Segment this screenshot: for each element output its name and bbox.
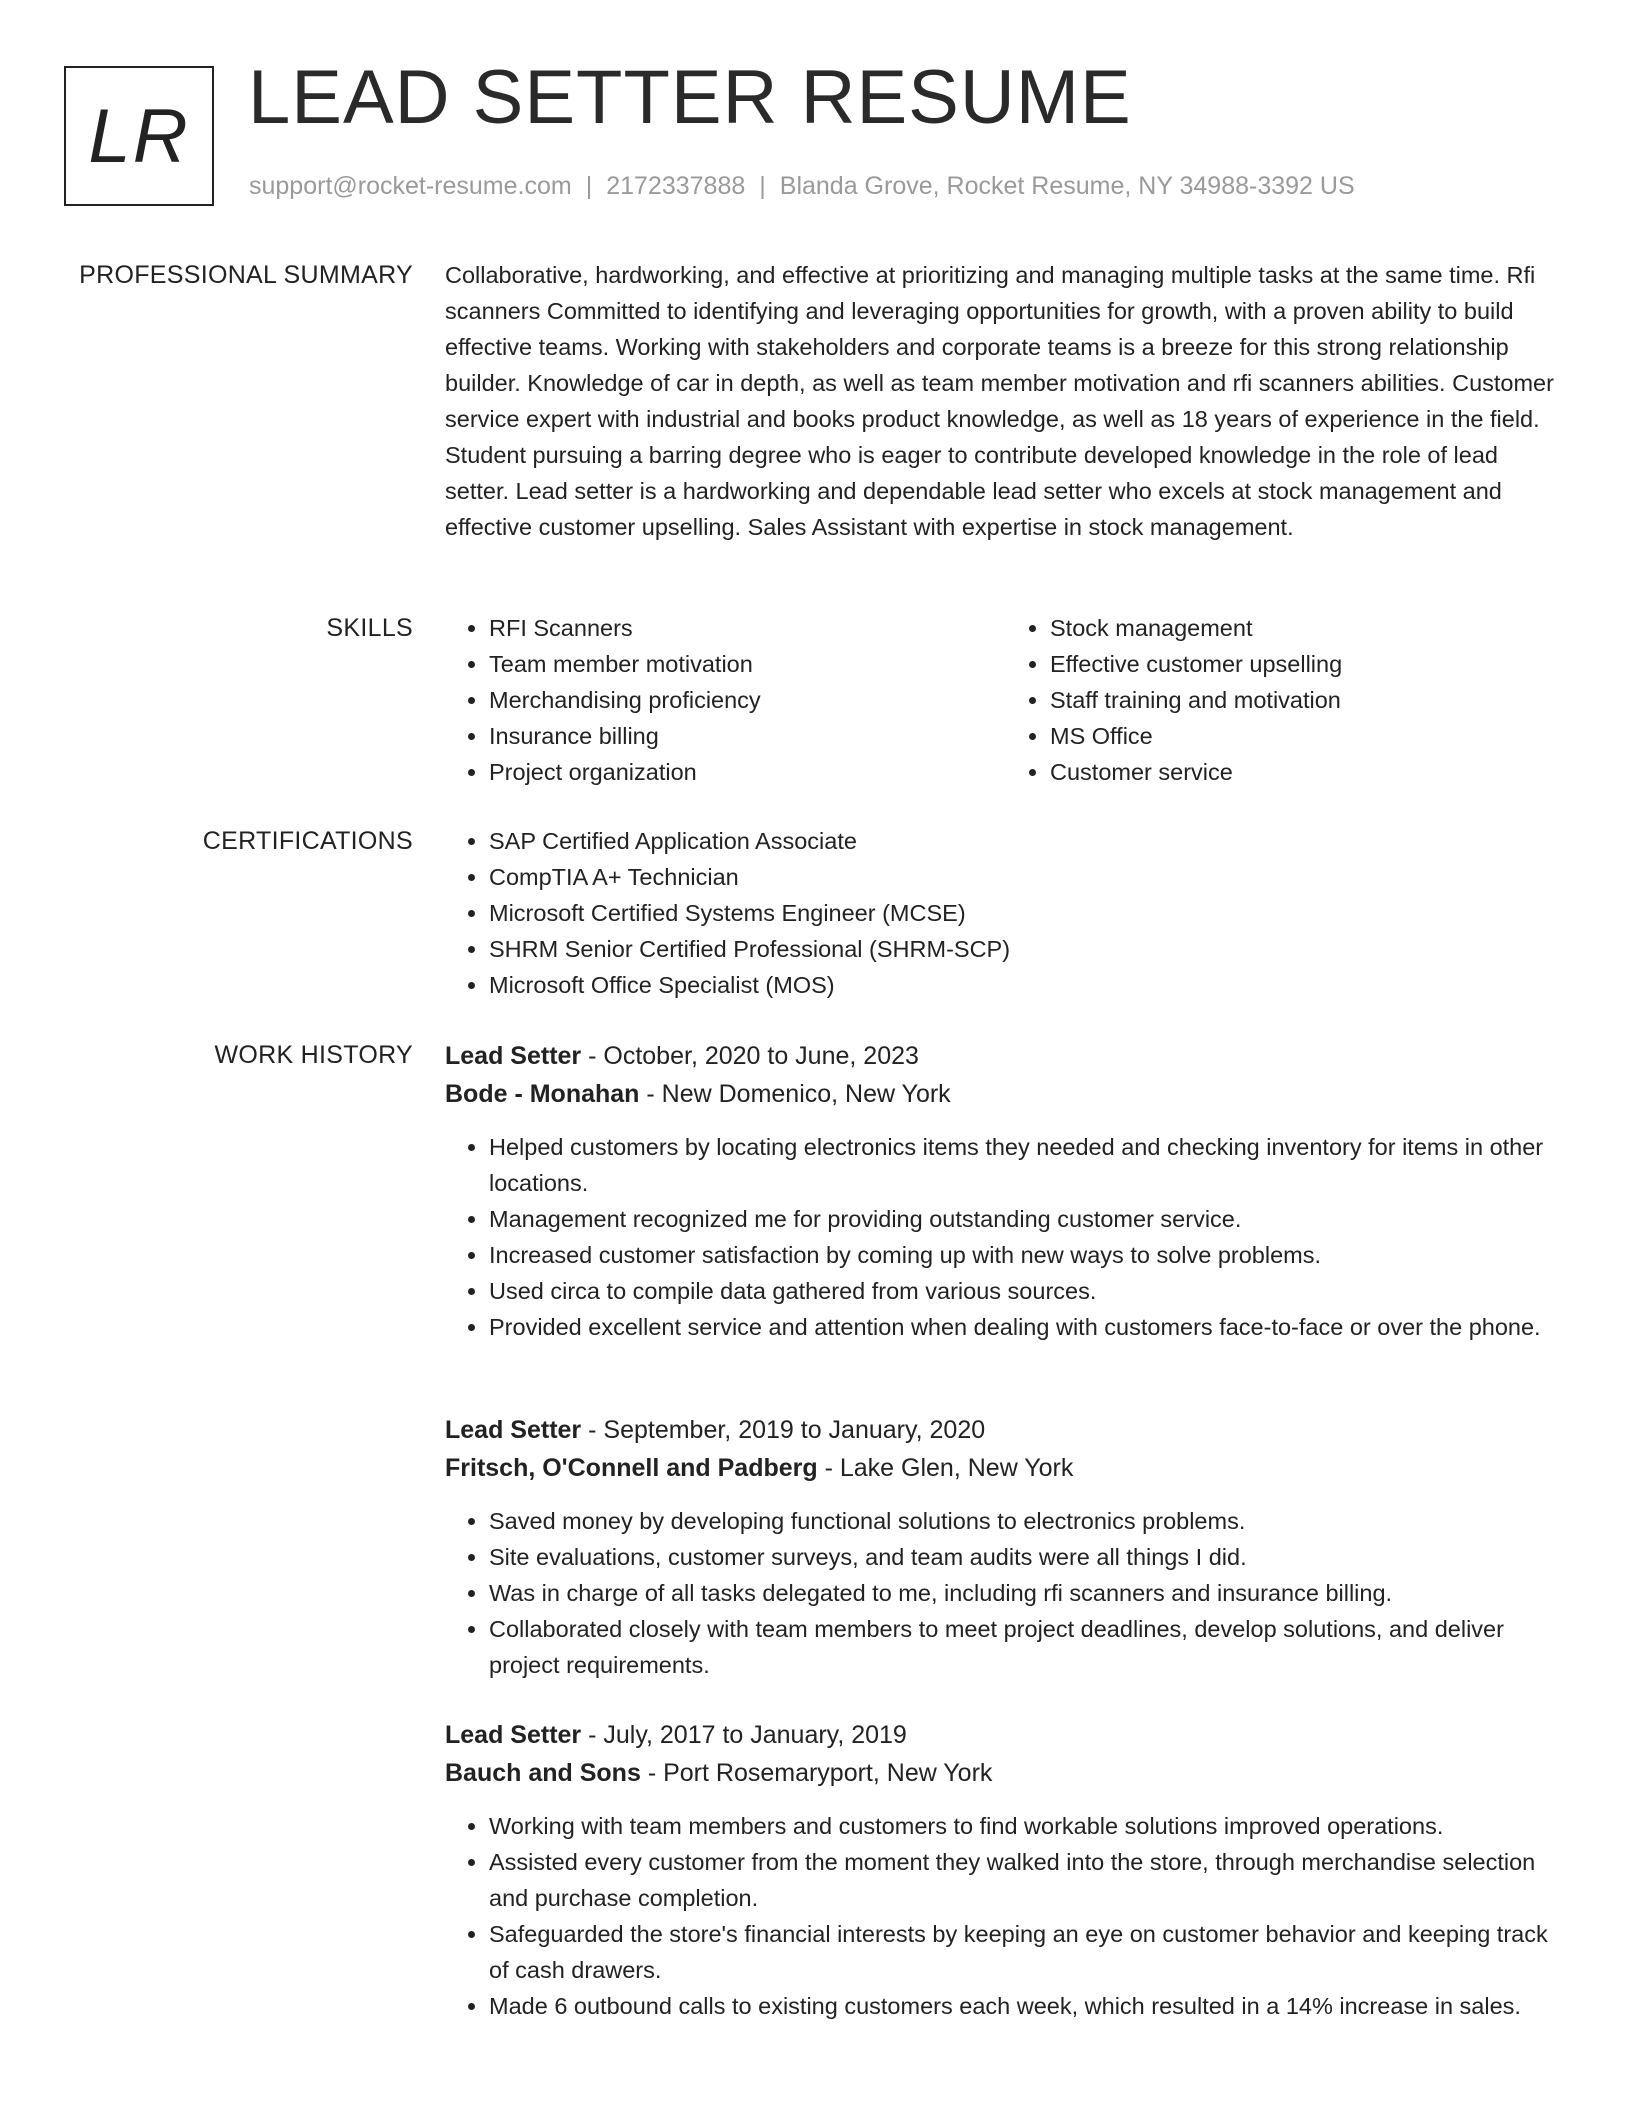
job-bullet-list (445, 1129, 1567, 1345)
skill-item: • Staff training and motivation (1050, 682, 1567, 718)
certification-item: • Microsoft Office Specialist (MOS) (489, 967, 1567, 1003)
job-bullet: • Saved money by developing functional solutions to electronics problems. (489, 1503, 1567, 1539)
job-dates: - September, 2019 to January, 2020 (581, 1416, 986, 1444)
certifications-list (445, 823, 1567, 1003)
job-bullet: • Assisted every customer from the moment they walked into the store, through merchandise selection and purchase completion. (489, 1844, 1567, 1916)
skill-item: • MS Office (1050, 718, 1567, 754)
skill-item: • Customer service (1050, 754, 1567, 790)
job-title-line (445, 1716, 1567, 1754)
skill-item: • Team member motivation (489, 646, 1006, 682)
certifications-content (445, 823, 1567, 1003)
job-bullet-list (445, 1503, 1567, 1683)
job-location: - Lake Glen, New York (817, 1454, 1074, 1482)
contact-email: support@rocket-resume.com (249, 172, 572, 200)
skill-item: • Insurance billing (489, 718, 1006, 754)
skill-item: • Effective customer upselling (1050, 646, 1567, 682)
contact-phone: 2172337888 (606, 172, 746, 200)
skill-item: • Merchandising proficiency (489, 682, 1006, 718)
job-company: Bode - Monahan (445, 1080, 640, 1108)
job-bullet: • Site evaluations, customer surveys, and team audits were all things I did. (489, 1539, 1567, 1575)
job-bullet: • Helped customers by locating electronics items they needed and checking inventory for items in other locations. (489, 1129, 1567, 1201)
job-entry (445, 1037, 1567, 1345)
summary-text: Collaborative, hardworking, and effective at prioritizing and managing multiple tasks at the same time. Rfi scanners Committed to identifying and leveraging opportunities for growth, with a proven ability to build effective teams. Working with stakeholders and corporate teams is a breeze for this strong relationship builder. Knowledge of car in depth, as well as team member motivation and rfi scanners abilities. Customer service expert with industrial and books product knowledge, as well as 18 years of experience in the field. Student pursuing a barring degree who is eager to contribute developed knowledge in the role of lead setter. Lead setter is a hardworking and dependable lead setter who excels at stock management and effective customer upselling. Sales Assistant with expertise in stock management. (445, 262, 1554, 540)
job-bullet: • Used circa to compile data gathered from various sources. (489, 1273, 1567, 1309)
job-company-line (445, 1075, 1567, 1113)
job-location: - New Domenico, New York (639, 1080, 951, 1108)
job-company-line (445, 1754, 1567, 1792)
job-bullet: • Collaborated closely with team members to meet project deadlines, develop solutions, and deliver project requirements. (489, 1611, 1567, 1683)
job-company-line (445, 1449, 1567, 1487)
skills-list-right (1006, 610, 1567, 790)
certification-item: • SHRM Senior Certified Professional (SHRM-SCP) (489, 931, 1567, 967)
job-title-line (445, 1037, 1567, 1075)
monogram-logo: LR (64, 66, 214, 206)
contact-line (249, 172, 1355, 201)
job-title: Lead Setter (445, 1721, 582, 1749)
job-bullet: • Working with team members and customers to find workable solutions improved operations. (489, 1808, 1567, 1844)
job-title-line (445, 1411, 1567, 1449)
contact-separator: | (585, 172, 593, 200)
job-title: Lead Setter (445, 1042, 582, 1070)
page-title: LEAD SETTER RESUME (248, 55, 1132, 140)
skill-item: • RFI Scanners (489, 610, 1006, 646)
job-bullet: • Increased customer satisfaction by coming up with new ways to solve problems. (489, 1237, 1567, 1273)
certifications-heading: CERTIFICATIONS (202, 827, 413, 855)
contact-separator: | (759, 172, 766, 200)
job-location: - Port Rosemaryport, New York (640, 1759, 993, 1787)
certification-item: • SAP Certified Application Associate (489, 823, 1567, 859)
skills-list-left (445, 610, 1006, 790)
job-company: Bauch and Sons (445, 1759, 641, 1787)
skill-item: • Project organization (489, 754, 1006, 790)
skill-item: • Stock management (1050, 610, 1567, 646)
job-bullet: • Was in charge of all tasks delegated to me, including rfi scanners and insurance billing. (489, 1575, 1567, 1611)
job-dates: - October, 2020 to June, 2023 (581, 1042, 919, 1070)
certification-item: • Microsoft Certified Systems Engineer (MCSE) (489, 895, 1567, 931)
skills-heading: SKILLS (326, 614, 413, 642)
summary-content (445, 257, 1567, 545)
job-bullet: • Management recognized me for providing outstanding customer service. (489, 1201, 1567, 1237)
job-entry (445, 1411, 1567, 1683)
job-company: Fritsch, O'Connell and Padberg (445, 1454, 818, 1482)
summary-heading: PROFESSIONAL SUMMARY (79, 261, 413, 289)
job-bullet: • Made 6 outbound calls to existing customers each week, which resulted in a 14% increase in sales. (489, 1988, 1567, 2024)
contact-address: Blanda Grove, Rocket Resume, NY 34988-3392 US (779, 172, 1355, 200)
work-history-heading: WORK HISTORY (214, 1041, 413, 1069)
skills-content (445, 610, 1567, 790)
job-entry (445, 1716, 1567, 2024)
certification-item: • CompTIA A+ Technician (489, 859, 1567, 895)
job-dates: - July, 2017 to January, 2019 (581, 1721, 907, 1749)
job-bullet: • Provided excellent service and attention when dealing with customers face-to-face or over the phone. (489, 1309, 1567, 1345)
job-title: Lead Setter (445, 1416, 582, 1444)
job-bullet: • Safeguarded the store's financial interests by keeping an eye on customer behavior and keeping track of cash drawers. (489, 1916, 1567, 1988)
job-bullet-list (445, 1808, 1567, 2024)
